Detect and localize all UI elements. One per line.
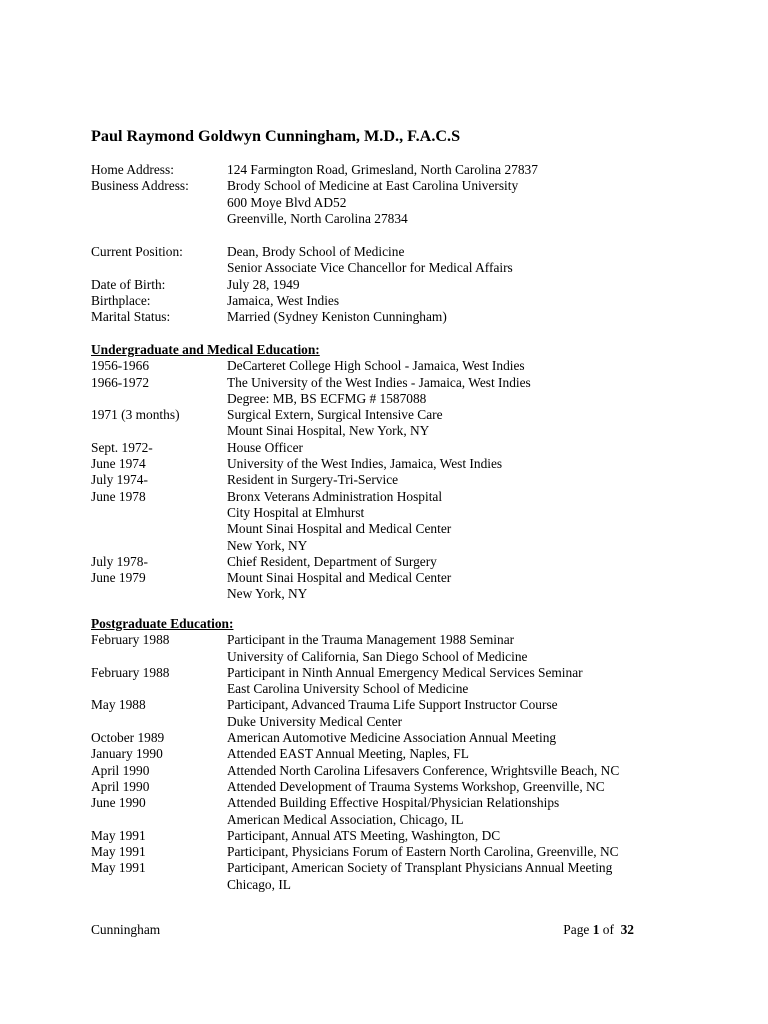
entry-label: Current Position: xyxy=(91,244,183,259)
entry-value: Senior Associate Vice Chancellor for Medical Affairs xyxy=(227,260,513,276)
entry-label: 1971 (3 months) xyxy=(91,407,180,423)
entry-value: Chicago, IL xyxy=(227,876,291,892)
entry-value: Participant, Annual ATS Meeting, Washington, DC xyxy=(227,827,501,843)
entry-label: April 1990 xyxy=(91,762,150,778)
page-current: 1 xyxy=(592,922,600,937)
entry-row xyxy=(91,648,528,665)
entry-label: February 1988 xyxy=(91,664,170,680)
entry-row xyxy=(91,632,515,648)
entry-value: Surgical Extern, Surgical Intensive Care xyxy=(227,407,443,423)
entry-value: DeCarteret College High School - Jamaica, West Indies xyxy=(227,358,525,374)
entry-value: Participant in the Trauma Management 1988 Seminar xyxy=(227,632,515,648)
entry-value: 124 Farmington Road, Grimesland, North Carolina 27837 xyxy=(227,162,538,177)
entry-label: 1956-1966 xyxy=(91,358,150,374)
education-section xyxy=(91,342,531,603)
entry-row xyxy=(91,374,531,391)
entry-value: Mount Sinai Hospital and Medical Center xyxy=(227,521,452,537)
entry-value: Participant, American Society of Transplant Physicians Annual Meeting xyxy=(227,860,613,876)
entry-row xyxy=(91,570,452,586)
entry-row xyxy=(91,827,501,844)
entry-row xyxy=(91,472,399,488)
entry-row xyxy=(91,697,558,713)
entry-row xyxy=(91,664,583,681)
entry-label: May 1988 xyxy=(91,697,146,713)
entry-row xyxy=(91,778,605,795)
entry-row xyxy=(91,681,469,697)
entry-row xyxy=(91,795,560,811)
entry-row xyxy=(91,762,620,779)
entry-label: June 1979 xyxy=(91,570,146,586)
entry-value: Chief Resident, Department of Surgery xyxy=(227,553,437,569)
entry-value: Duke University Medical Center xyxy=(227,713,403,729)
document-title: Paul Raymond Goldwyn Cunningham, M.D., F.A.C.S xyxy=(91,127,461,145)
entry-label: Date of Birth: xyxy=(91,276,166,292)
page-number xyxy=(563,922,634,938)
entry-label: June 1978 xyxy=(91,488,146,504)
page-total: 32 xyxy=(620,922,634,937)
entry-label: Marital Status: xyxy=(91,309,171,325)
entry-value: New York, NY xyxy=(227,537,308,553)
entry-row xyxy=(91,456,503,472)
page-footer xyxy=(91,922,634,938)
entry-row xyxy=(91,538,320,554)
entry-value: American Medical Association, Chicago, IL xyxy=(227,811,464,827)
entry-row xyxy=(91,423,430,439)
entry-row xyxy=(91,586,320,602)
entry-value: American Automotive Medicine Association Annual Meeting xyxy=(227,730,557,746)
entry-value: City Hospital at Elmhurst xyxy=(227,504,365,520)
footer-name: Cunningham xyxy=(91,922,161,937)
entry-value: July 28, 1949 xyxy=(227,276,300,292)
entry-row xyxy=(91,488,443,505)
entry-label: May 1991 xyxy=(91,844,146,860)
entry-row xyxy=(91,876,291,893)
entry-value: Participant, Advanced Trauma Life Support Instructor Course xyxy=(227,697,558,713)
postgraduate-section xyxy=(91,616,620,893)
entry-value: Attended North Carolina Lifesavers Conference, Wrightsville Beach, NC xyxy=(227,762,620,778)
entry-value: Brody School of Medicine at East Carolina University xyxy=(227,178,519,194)
entry-row xyxy=(91,730,557,746)
entry-value: University of California, San Diego School of Medicine xyxy=(227,648,528,664)
entry-value: East Carolina University School of Medicine xyxy=(227,681,469,697)
entry-value: House Officer xyxy=(227,439,303,455)
entry-value: Participant, Physicians Forum of Eastern North Carolina, Greenville, NC xyxy=(227,844,619,860)
entry-label: June 1974 xyxy=(91,456,146,472)
entry-label: 1966-1972 xyxy=(91,374,150,390)
postgraduate-heading: Postgraduate Education: xyxy=(91,616,234,631)
entry-value: Participant in Ninth Annual Emergency Medical Services Seminar xyxy=(227,664,583,680)
entry-value: The University of the West Indies - Jamaica, West Indies xyxy=(227,374,531,390)
entry-value: Greenville, North Carolina 27834 xyxy=(227,210,408,226)
entry-row xyxy=(91,713,403,730)
entry-label: January 1990 xyxy=(91,746,163,762)
entry-value: Mount Sinai Hospital and Medical Center xyxy=(227,570,452,586)
entry-label: February 1988 xyxy=(91,632,170,648)
entry-row xyxy=(91,504,365,521)
entry-value: New York, NY xyxy=(227,586,308,602)
entry-row xyxy=(91,390,427,407)
page-prefix: Page xyxy=(563,922,590,937)
entry-value: Bronx Veterans Administration Hospital xyxy=(227,488,443,504)
entry-value: Attended Building Effective Hospital/Physician Relationships xyxy=(227,795,560,811)
entry-value: Dean, Brody School of Medicine xyxy=(227,244,405,259)
entry-row xyxy=(91,860,613,876)
entry-label: May 1991 xyxy=(91,860,146,876)
entry-label: Home Address: xyxy=(91,162,174,177)
entry-row xyxy=(91,746,469,762)
entry-row xyxy=(91,358,525,374)
entry-label: May 1991 xyxy=(91,827,146,843)
entry-label: Business Address: xyxy=(91,178,189,194)
entry-value: Attended Development of Trauma Systems Workshop, Greenville, NC xyxy=(227,778,605,794)
entry-value: Mount Sinai Hospital, New York, NY xyxy=(227,423,430,439)
page-of: of xyxy=(602,922,614,937)
entry-row xyxy=(91,407,443,423)
entry-label: Sept. 1972- xyxy=(91,439,153,455)
entry-value: Attended EAST Annual Meeting, Naples, FL xyxy=(227,746,469,762)
entry-label: Birthplace: xyxy=(91,292,151,308)
entry-value: Degree: MB, BS ECFMG # 1587088 xyxy=(227,390,427,406)
entry-row xyxy=(91,553,437,570)
entry-value: Resident in Surgery-Tri-Service xyxy=(227,472,399,488)
entry-value: 600 Moye Blvd AD52 xyxy=(227,194,347,210)
entry-label: July 1978- xyxy=(91,553,148,569)
entry-label: April 1990 xyxy=(91,778,150,794)
entry-label: October 1989 xyxy=(91,730,165,746)
entry-value: Jamaica, West Indies xyxy=(227,292,340,308)
entry-row xyxy=(91,521,452,537)
entry-label: July 1974- xyxy=(91,472,148,488)
entry-row xyxy=(91,440,320,456)
education-heading: Undergraduate and Medical Education: xyxy=(91,342,320,357)
entry-value: Married (Sydney Keniston Cunningham) xyxy=(227,309,447,325)
entry-label: June 1990 xyxy=(91,795,146,811)
entry-value: University of the West Indies, Jamaica, West Indies xyxy=(227,456,503,472)
entry-row xyxy=(91,844,619,860)
entry-row xyxy=(91,811,464,828)
